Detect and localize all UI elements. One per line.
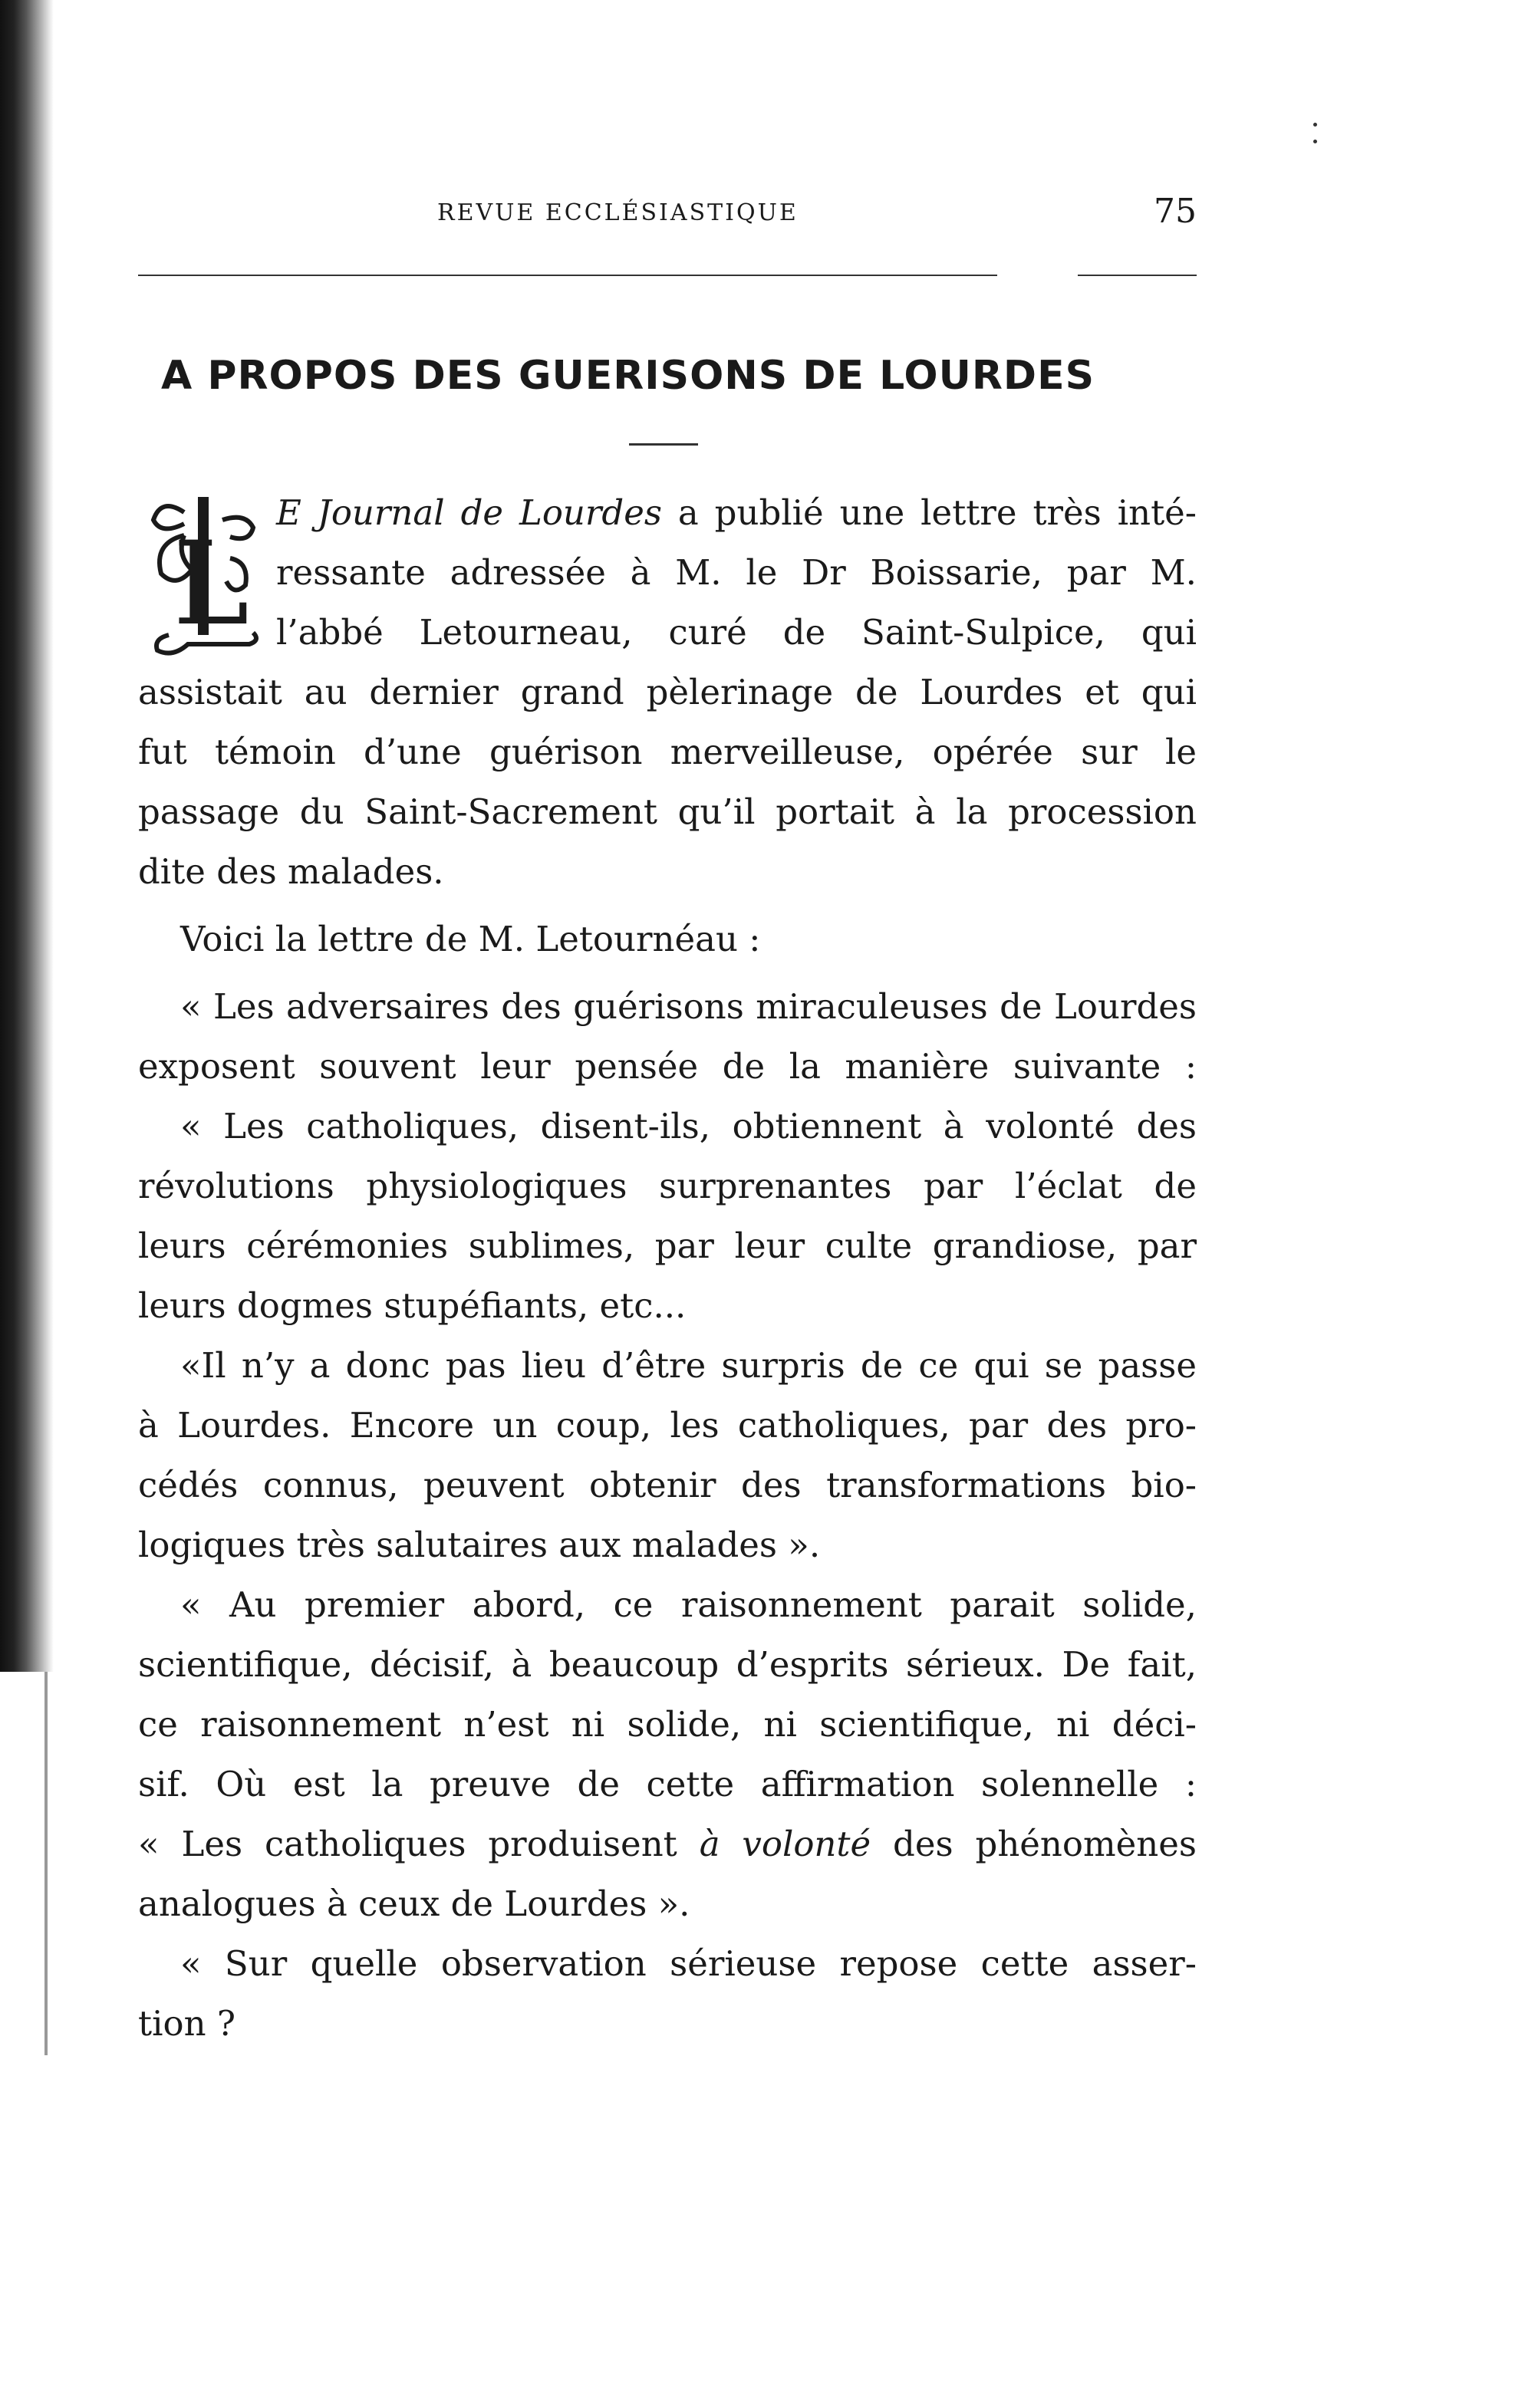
text-line: cédés connus, peuvent obtenir des transformations bio- <box>138 1465 1197 1505</box>
text-line: Voici la lettre de M. Letournéau : <box>180 919 761 959</box>
text-line: « Les catholiques produisent à volonté des phénomènes <box>138 1824 1197 1864</box>
text-line: leurs cérémonies sublimes, par leur culte grandiose, par <box>138 1225 1197 1266</box>
text-line: ressante adressée à M. le Dr Boissarie, par M. <box>276 552 1197 593</box>
page-spine-edge <box>0 0 54 1672</box>
text-line: scientifique, décisif, à beaucoup d’esprits sérieux. De fait, <box>138 1644 1197 1685</box>
dropcap-l-icon <box>138 489 268 658</box>
article-body <box>138 483 1197 2054</box>
title-rule <box>629 443 698 446</box>
dropcap-letter: L <box>173 518 249 651</box>
header-rule <box>138 275 997 276</box>
text-line: « Les catholiques, disent-ils, obtiennent à volonté des <box>180 1106 1197 1146</box>
running-head <box>138 176 1197 238</box>
text-line: dite des malades. <box>138 851 444 892</box>
text-line: révolutions physiologiques surprenantes par l’éclat de <box>138 1166 1197 1206</box>
scan-speck <box>1313 123 1317 127</box>
header-rule-short <box>1078 275 1197 276</box>
text-line: l’abbé Letourneau, curé de Saint-Sulpice, qui <box>276 612 1197 653</box>
text-line: sif. Où est la preuve de cette affirmation solennelle : <box>138 1764 1197 1804</box>
text-line: à Lourdes. Encore un coup, les catholiques, par des pro- <box>138 1405 1197 1446</box>
running-title: REVUE ECCLÉSIASTIQUE <box>437 199 799 226</box>
text-line: leurs dogmes stupéfiants, etc... <box>138 1285 687 1326</box>
text-line: passage du Saint-Sacrement qu’il portait à la procession <box>138 791 1197 832</box>
text-line: E Journal de Lourdes a publié une lettre très inté- <box>276 492 1197 533</box>
text-line: «Il n’y a donc pas lieu d’être surpris de ce qui se passe <box>180 1345 1197 1386</box>
book-page <box>138 176 1197 2044</box>
ornamental-dropcap <box>138 489 268 658</box>
text-line: exposent souvent leur pensée de la manière suivante : <box>138 1046 1197 1087</box>
text-line: « Sur quelle observation sérieuse repose cette asser- <box>180 1943 1197 1984</box>
article-title: A PROPOS DES GUERISONS DE LOURDES <box>161 353 1095 399</box>
text-line: logiques très salutaires aux malades ». <box>138 1525 821 1565</box>
text-line: fut témoin d’une guérison merveilleuse, opérée sur le <box>138 732 1197 772</box>
text-line: ce raisonnement n’est ni solide, ni scientifique, ni déci- <box>138 1704 1197 1745</box>
scan-speck <box>1313 140 1317 143</box>
text-line: analogues à ceux de Lourdes ». <box>138 1883 690 1924</box>
text-line: « Les adversaires des guérisons miraculeuses de Lourdes <box>180 986 1197 1027</box>
page-number: 75 <box>1154 192 1197 231</box>
text-line: assistait au dernier grand pèlerinage de Lourdes et qui <box>138 672 1197 712</box>
text-line: tion ? <box>138 2003 235 2044</box>
text-line: « Au premier abord, ce raisonnement parait solide, <box>180 1584 1197 1625</box>
